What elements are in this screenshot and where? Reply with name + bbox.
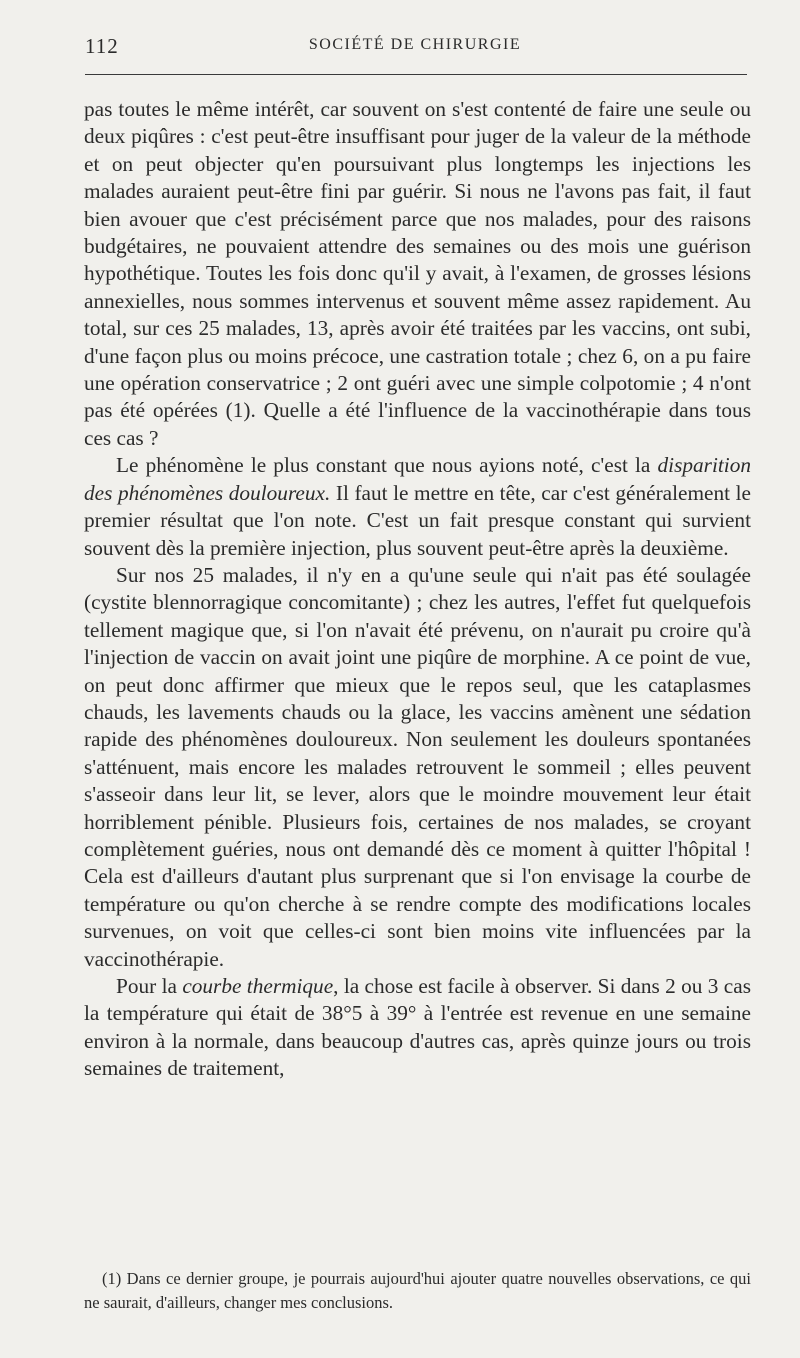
paragraph: pas toutes le même intérêt, car souvent on s'est contenté de faire une seule ou deux piqûres : c'est peut-être insuffisant pour juger de la valeur de la méthode et on peut objecter qu'en poursuivant plus longtemps les injections les malades auraient peut-être fini par guérir. Si nous ne l'avons pas fait, il faut bien avouer que c'est précisément parce que nos malades, pour des raisons budgétaires, ne pouvaient attendre des semaines ou des mois une guérison hypothétique. Toutes les fois donc qu'il y avait, à l'examen, de grosses lésions annexielles, nous sommes intervenus et souvent même assez rapidement. Au total, sur ces 25 malades, 13, après avoir été traitées par les vaccins, ont subi, d'une façon plus ou moins précoce, une castration totale ; chez 6, on a pu faire une opération conservatrice ; 2 ont guéri avec une simple colpotomie ; 4 n'ont pas été opérées (1). Quelle a été l'influence de la vaccinothérapie dans tous ces cas ? bbox=[84, 97, 751, 450]
emphasized-text: disparition des phénomènes douloureux. bbox=[84, 453, 751, 505]
footnote-text: (1) Dans ce dernier groupe, je pourrais aujourd'hui ajouter quatre nouvelles observations, ce qui ne saurait, d'ailleurs, changer mes conclusions. bbox=[84, 1269, 751, 1312]
paragraph-text: , la chose est facile à observer. Si dans 2 ou 3 cas la température qui était de 38°5 à 39° à l'entrée est revenue en une semaine environ à la normale, dans beaucoup d'autres cas, après quinze jours ou trois semaines de traitement, bbox=[84, 974, 751, 1081]
paragraph: Sur nos 25 malades, il n'y en a qu'une seule qui n'ait pas été soulagée (cystite blennorragique concomitante) ; chez les autres, l'effet fut quelquefois tellement magique que, si l'on n'avait été prévenu, on n'aurait pu croire qu'à l'injection de vaccin on avait joint une piqûre de morphine. A ce point de vue, on peut donc affirmer que mieux que le repos seul, que les cataplasmes chauds, les lavements chauds ou la glace, les vaccins amènent une sédation rapide des phénomènes douloureux. Non seulement les douleurs spontanées s'atténuent, mais encore les malades retrouvent le sommeil ; elles peuvent s'asseoir dans leur lit, se lever, alors que le moindre mouvement leur était horriblement pénible. Plusieurs fois, certaines de nos malades, se croyant complètement guéries, nous ont demandé dès ce moment à quitter l'hôpital ! Cela est d'ailleurs d'autant plus surprenant que si l'on envisage la courbe de température ou qu'on cherche à se rendre compte des modifications locales survenues, on voit que celles-ci sont bien moins vite influencées par la vaccinothérapie. bbox=[84, 562, 751, 971]
page-header bbox=[85, 30, 745, 70]
header-rule bbox=[85, 74, 747, 75]
paragraph-text: Le phénomène le plus constant que nous ayions noté, c'est la bbox=[116, 453, 658, 478]
page-number: 112 bbox=[85, 34, 119, 58]
footnote bbox=[84, 1267, 751, 1315]
paragraph bbox=[84, 452, 751, 562]
emphasized-text: courbe thermique bbox=[182, 974, 334, 998]
paragraph-text: Il faut le mettre en tête, car c'est généralement le premier résultat que l'on note. C'est un fait presque constant qui survient souvent dès la première injection, plus souvent peut-être après la deuxième. bbox=[84, 480, 752, 560]
paragraph-text: Pour la bbox=[116, 974, 183, 998]
running-title: SOCIÉTÉ DE CHIRURGIE bbox=[308, 36, 522, 53]
paragraph bbox=[84, 973, 751, 1083]
body-text bbox=[84, 96, 751, 1083]
